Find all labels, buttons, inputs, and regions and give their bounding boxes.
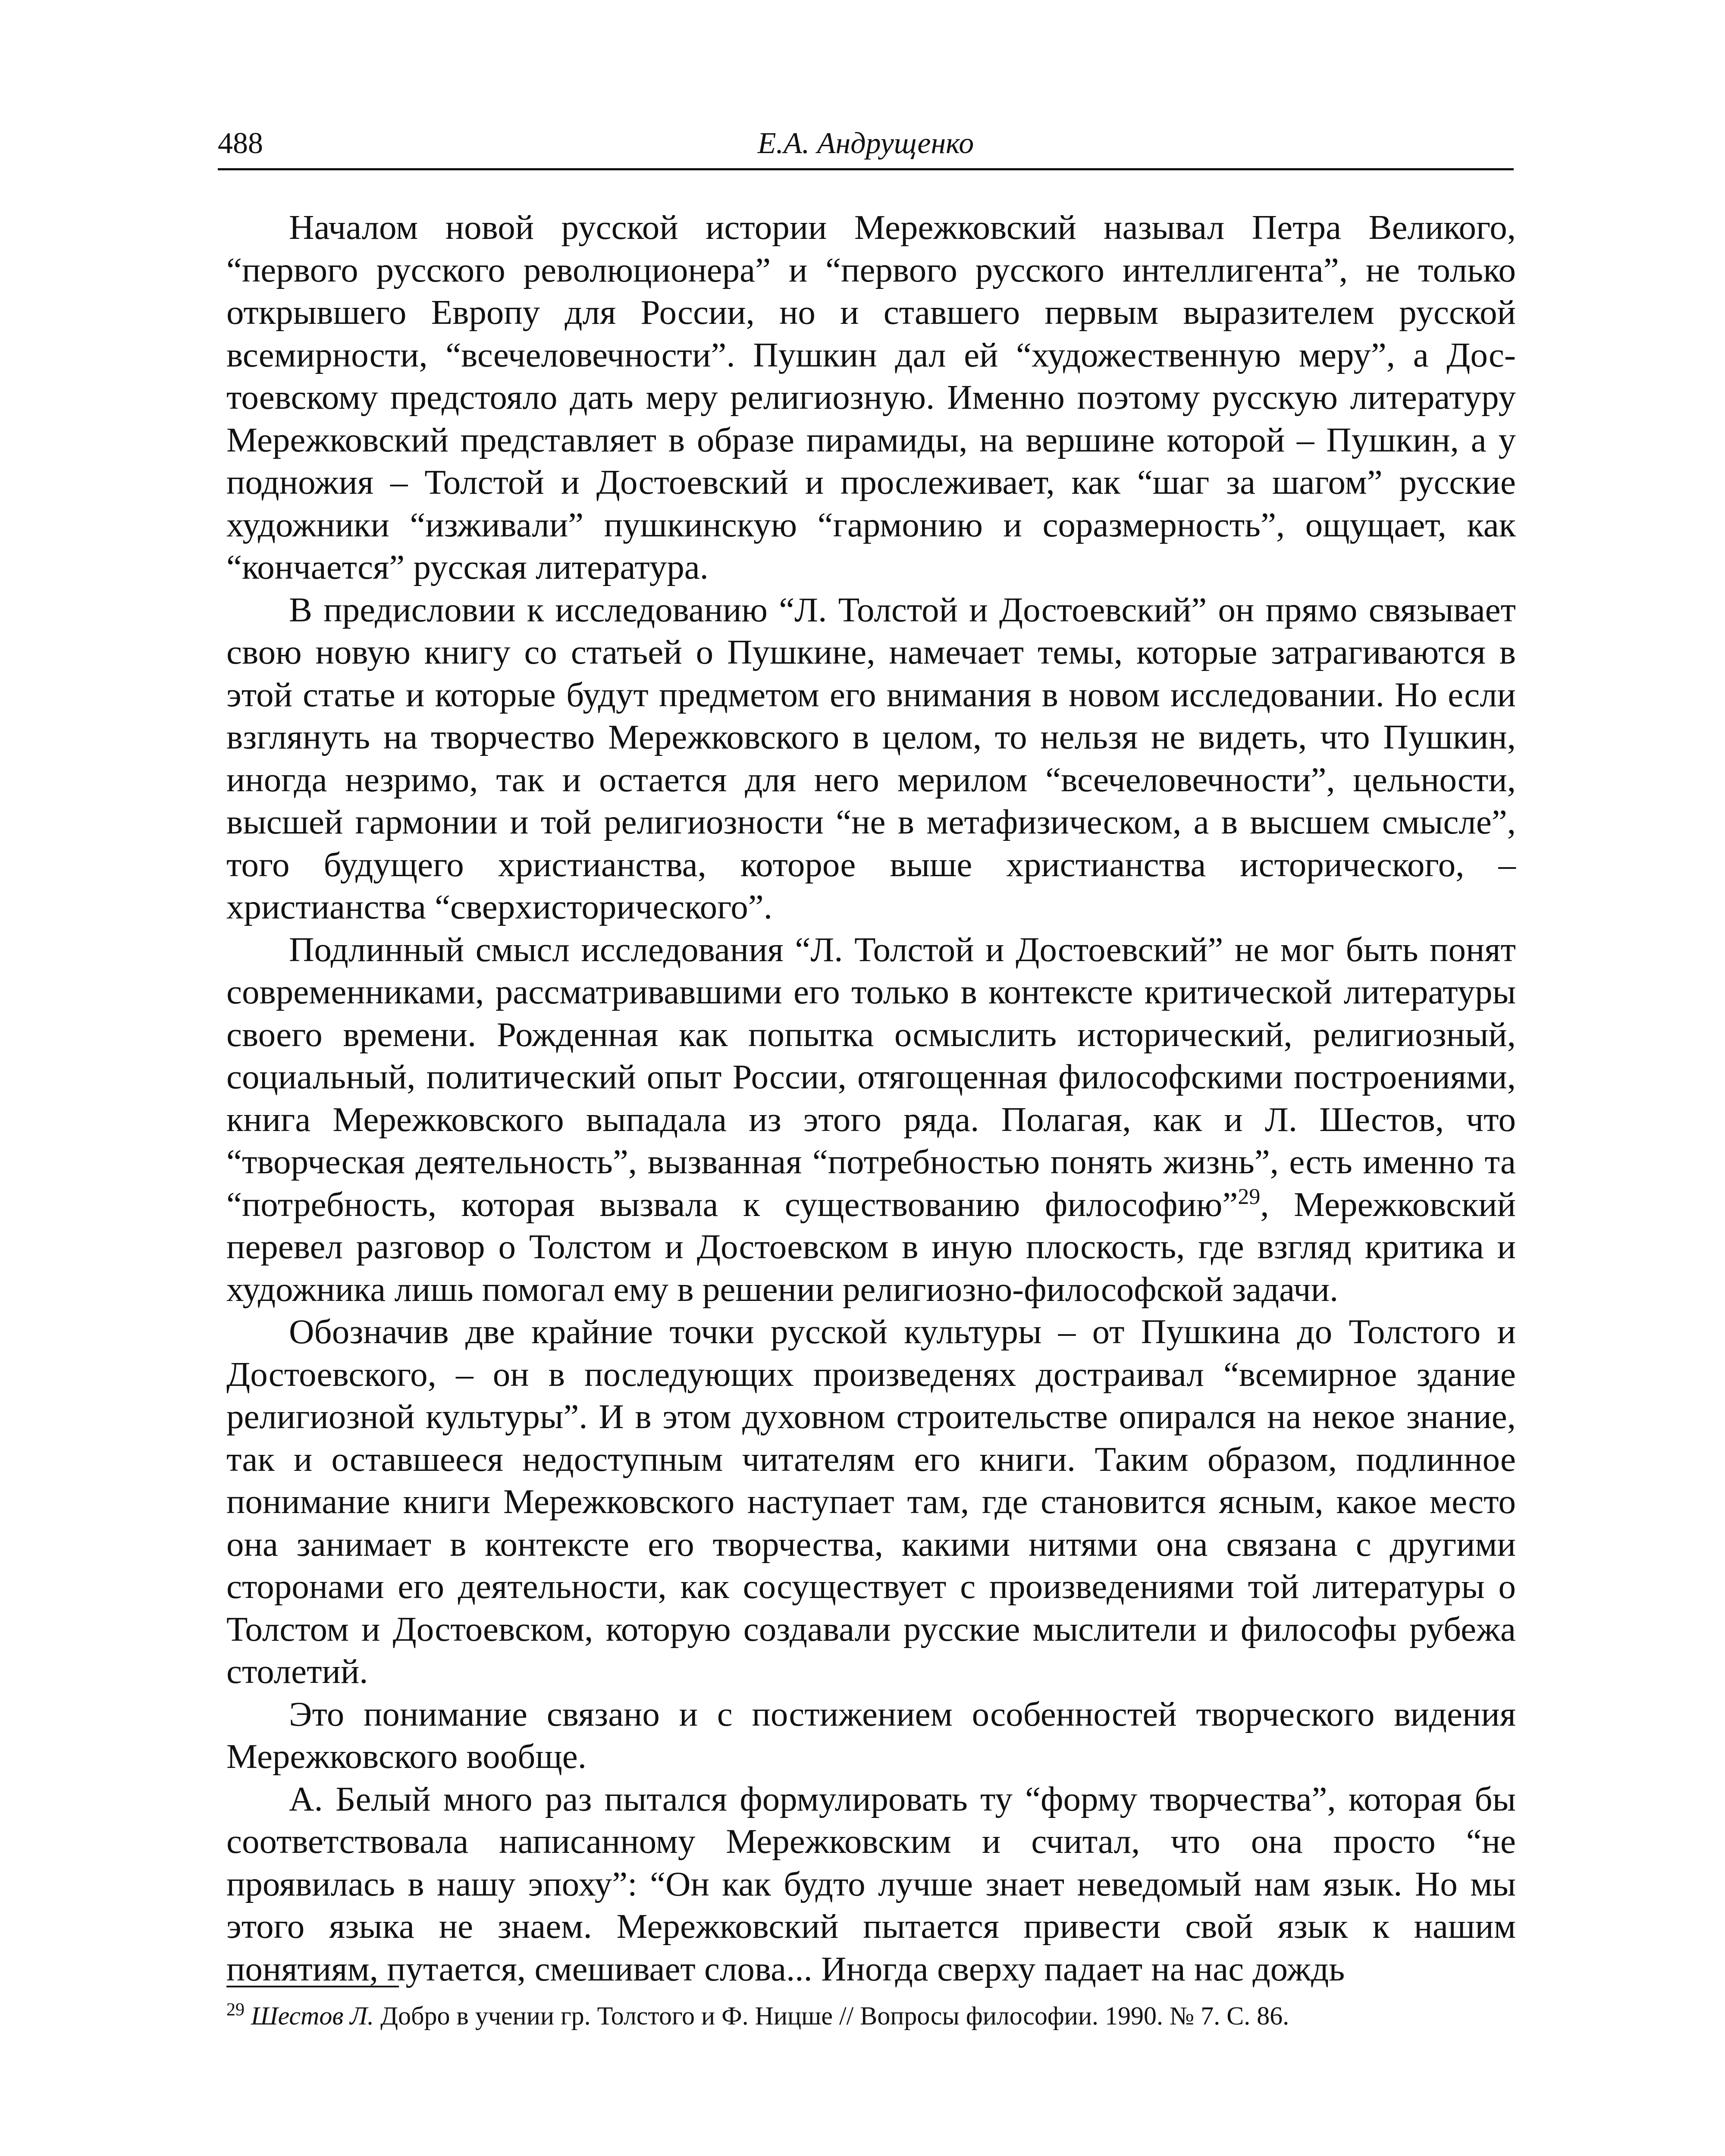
page-header [218, 116, 1514, 170]
paragraph: А. Белый много раз пытался формулировать ту “форму творчества”, которая бы соответствовала написанному Мережковским и считал, что она просто “не проявилась в нашу эпоху”: “Он как будто лучше знает неведомый нам язык. Но мы этого языка не знаем. Мережковский пытается привести свой язык к нашим понятиям, путается, смешивает слова... Иногда сверху падает на нас дождь [226, 1779, 1516, 1988]
footnote-text: Добро в учении гр. Толстого и Ф. Ницше // Вопросы философии. 1990. № 7. С. 86. [374, 2002, 1289, 2030]
paragraph: Началом новой русской истории Мережковский называл Петра Великого, “первого русского революционера” и “первого русского интеллигента”, не только открывшего Европу для России, но и ставшего первым выразителем русской всемирности, “всечеловечности”. Пушкин дал ей “художественную меру”, а Достоевскому предстояло дать меру религиозную. Именно поэтому русскую литературу Мережковский представляет в образе пирамиды, на вершине которой – Пушкин, а у подножия – Толстой и Достоевский и прослеживает, как “шаг за шагом” русские художники “изживали” пушкинскую “гармонию и соразмерность”, ощущает, как “кончается” русская литература. [226, 208, 1516, 586]
paragraph: Это понимание связано и с постижением особенностей творческого видения Мережковского вообще. [226, 1694, 1516, 1776]
footnote-marker: 29 [226, 2000, 245, 2020]
footnote-reference: 29 [1238, 1184, 1261, 1209]
paragraph-text: Подлинный смысл исследования “Л. Толстой и Достоевский” не мог быть понят современниками, рассматривавшими его только в контексте критической литературы своего времени. Рожденная как попытка осмыслить исторический, религиозный, социальный, политический опыт России, отягощенная философскими построениями, книга Мережковского выпадала из этого ряда. Полагая, как и Л. Шестов, что “творческая деятельность”, вызванная “потребностью понять жизнь”, есть именно та “потребность, которая вызвала к существованию философию” [226, 930, 1516, 1224]
paragraph: Обозначив две крайние точки русской культуры – от Пушкина до Толстого и Достоевского, – он в последующих произведенях достраивал “всемирное здание религиозной культуры”. И в этом духовном строительстве опирался на некое знание, так и оставшееся недоступным читателям его книги. Таким образом, подлинное понимание книги Мережковского наступает там, где становится ясным, какое место она занимает в контексте его творчества, какими нитями она связана с другими сторонами его деятельности, как сосуществует с произведениями той литературы о Толстом и Достоевском, которую создавали русские мыслители и философы рубежа столетий. [226, 1312, 1516, 1691]
body-text [226, 206, 1516, 1990]
page-number: 488 [218, 127, 263, 160]
paragraph: В предисловии к исследованию “Л. Толстой и Достоевский” он прямо связывает свою новую книгу со статьей о Пушкине, намечает темы, которые затрагиваются в этой статье и которые будут предметом его внимания в новом исследовании. Но если взглянуть на творчество Мережковского в целом, то нельзя не видеть, что Пушкин, иногда незримо, так и остается для него мерилом “всечеловечности”, цельности, высшей гармонии и той религиозности “не в метафизическом, а в высшем смысле”, того будущего христианства, которое выше христианства исторического, – христианства “сверхисторического”. [226, 590, 1516, 926]
running-head: Е.А. Андрущенко [757, 127, 974, 160]
footnote-author: Шестов Л. [251, 2002, 374, 2030]
paragraph [226, 928, 1516, 1311]
footnote [226, 1999, 1516, 2033]
paragraph-text: , Мережковский перевел разговор о Толстом и Достоевском в иную плоскость, где взгляд критика и художника лишь помогал ему в решении религиозно-философской задачи. [226, 1185, 1516, 1309]
footnote-divider [226, 1986, 399, 1987]
